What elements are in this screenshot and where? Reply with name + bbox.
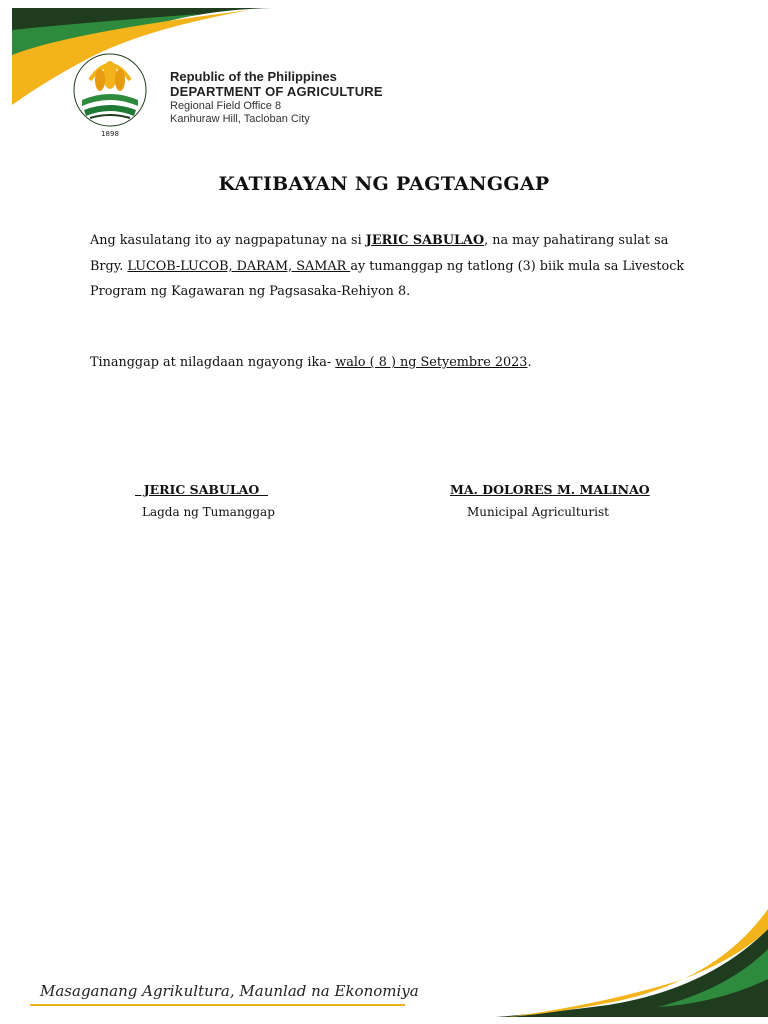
agriculturist-signature-block (450, 482, 650, 519)
footer-tagline: Masaganang Agrikultura, Maunlad na Ekonomiya (40, 982, 419, 1000)
certificate-body (90, 228, 690, 305)
body-text-c: ay tumanggap ng tatlong (3) biik mula sa Livestock Program ng Kagawaran ng Pagsasaka-Rehiyon 8. (90, 258, 685, 299)
letterhead-department: DEPARTMENT OF AGRICULTURE (170, 83, 383, 99)
footer-swoosh-graphic (488, 909, 768, 1024)
document-title: KATIBAYAN NG PAGTANGGAP (218, 173, 550, 195)
recipient-signature-block (135, 482, 275, 519)
recipient-signature-name: JERIC SABULAO (135, 482, 268, 497)
signing-date: walo ( 8 ) ng Setyembre 2023 (335, 355, 528, 370)
letterhead-address: Kanhuraw Hill, Tacloban City (170, 112, 310, 125)
body-text-b: , na may pahatirang sulat sa Brgy. (90, 233, 669, 274)
svg-text:1898: 1898 (101, 130, 119, 138)
body-text-a: Ang kasulatang ito ay nagpapatunay na si (90, 233, 366, 248)
date-prefix: Tinanggap at nilagdaan ngayong ika- (90, 355, 336, 370)
letterhead (170, 70, 383, 125)
department-seal-logo (60, 50, 160, 138)
footer-tagline-rule (30, 1004, 405, 1006)
recipient-name: JERIC SABULAO (365, 233, 485, 248)
date-line (90, 355, 532, 370)
agriculturist-signature-name: MA. DOLORES M. MALINAO (450, 482, 650, 497)
letterhead-republic: Republic of the Philippines (170, 69, 337, 84)
date-suffix: . (527, 355, 532, 370)
letterhead-office: Regional Field Office 8 (170, 99, 282, 112)
recipient-address: LUCOB-LUCOB, DARAM, SAMAR (127, 258, 351, 274)
recipient-signature-role: Lagda ng Tumanggap (142, 505, 275, 519)
agriculturist-signature-role: Municipal Agriculturist (467, 505, 609, 519)
